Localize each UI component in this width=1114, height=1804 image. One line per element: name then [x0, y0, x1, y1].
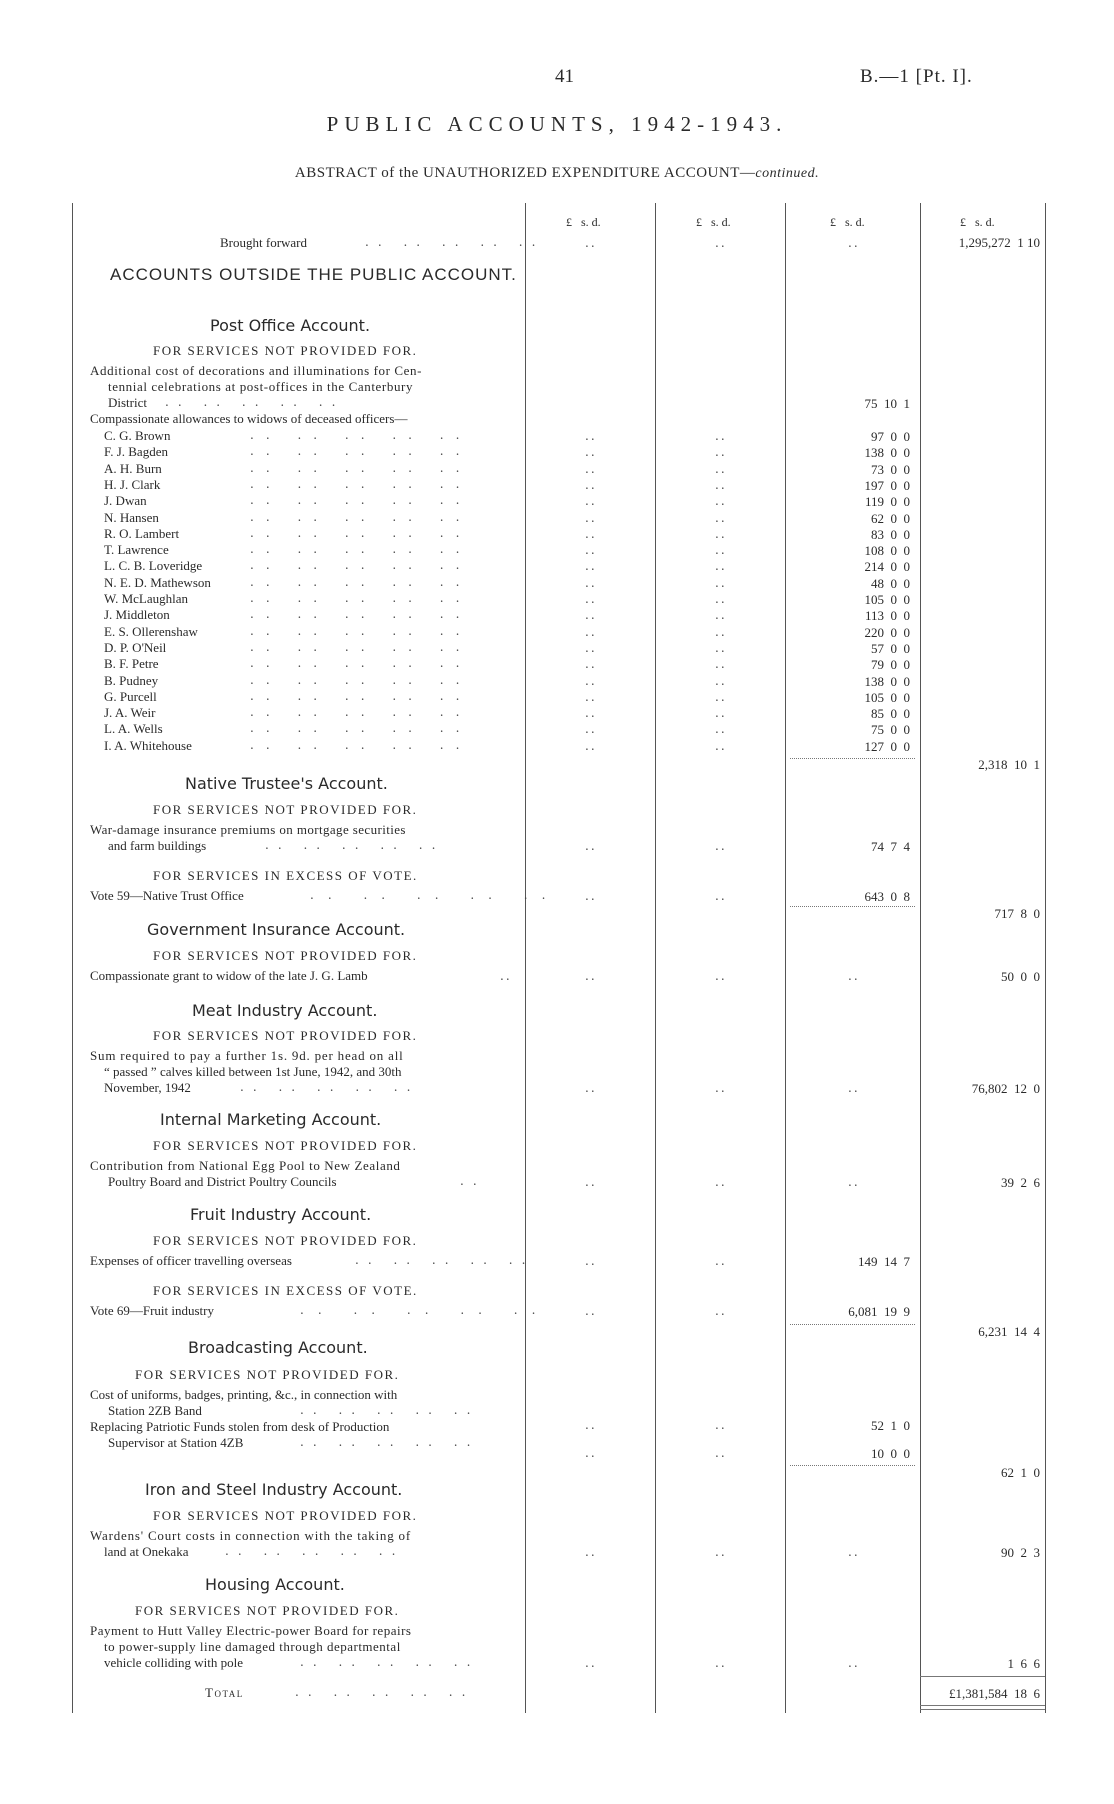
housing-line1: Payment to Hutt Valley Electric-power Board for repairs — [90, 1623, 412, 1638]
fruit-subheading-1: FOR SERVICES NOT PROVIDED FOR. — [153, 1233, 418, 1248]
empty-cell-dots: .. — [715, 674, 727, 688]
empty-cell-dots: .. — [585, 1081, 597, 1095]
empty-cell-dots: .. — [715, 1081, 727, 1095]
empty-cell-dots: .. — [715, 559, 727, 573]
empty-cell-dots: .. — [585, 527, 597, 541]
meat-industry-line1: Sum required to pay a further 1s. 9d. per head on all — [90, 1048, 404, 1063]
govt-insurance-total: 50 0 0 — [1001, 969, 1040, 984]
fruit-total: 6,231 14 4 — [978, 1324, 1040, 1339]
empty-cell-dots: .. — [585, 706, 597, 720]
leader-dots: .. .. .. .. .. — [250, 705, 472, 719]
native-item2-label: Vote 59—Native Trust Office — [90, 888, 244, 903]
post-office-item1-line1: Additional cost of decorations and illuminations for Cen- — [90, 363, 423, 378]
fruit-subheading-2: FOR SERVICES IN EXCESS OF VOTE. — [153, 1283, 418, 1298]
empty-cell-dots: .. — [585, 1545, 597, 1559]
leader-dots: .. .. .. .. .. — [250, 591, 472, 605]
widow-amount: 48 0 0 — [871, 576, 910, 591]
document-reference: B.—1 [Pt. I]. — [860, 66, 973, 87]
widow-amount: 105 0 0 — [864, 690, 910, 705]
subtotal-rule — [790, 758, 915, 759]
empty-cell-dots: .. — [715, 706, 727, 720]
fruit-item1-label: Expenses of officer travelling overseas — [90, 1253, 292, 1268]
widow-amount: 220 0 0 — [864, 625, 910, 640]
widow-name: A. H. Burn — [104, 461, 162, 476]
broadcasting-item2-line1: Replacing Patriotic Funds stolen from desk of Production — [90, 1419, 390, 1434]
column-header-2: £ s. d. — [696, 215, 731, 229]
empty-cell-dots: .. — [715, 429, 727, 443]
meat-industry-heading: Meat Industry Account. — [192, 1001, 378, 1020]
empty-cell-dots: .. — [715, 543, 727, 557]
leader-dots: .. .. .. .. .. — [300, 1303, 550, 1317]
leader-dots: .. .. .. .. .. — [250, 721, 472, 735]
empty-cell-dots: .. — [848, 969, 860, 983]
widow-amount: 105 0 0 — [864, 592, 910, 607]
meat-industry-line2: “ passed ” calves killed between 1st June, 1942, and 30th — [104, 1064, 402, 1079]
empty-cell-dots: .. — [500, 969, 512, 983]
broadcasting-item1-line1: Cost of uniforms, badges, printing, &c., in connection with — [90, 1387, 398, 1402]
section-heading-outside — [110, 266, 520, 283]
leader-dots: .. .. .. .. .. — [250, 575, 472, 589]
compassionate-allowances-label: Compassionate allowances to widows of deceased officers— — [90, 411, 408, 426]
leader-dots: .. .. .. .. .. — [165, 395, 345, 409]
broadcasting-total: 62 1 0 — [1001, 1465, 1040, 1480]
native-item2-amount: 643 0 8 — [864, 889, 910, 904]
leader-dots: .. .. .. .. .. — [250, 689, 472, 703]
widow-name: G. Purcell — [104, 689, 157, 704]
govt-insurance-heading: Government Insurance Account. — [147, 920, 406, 939]
broadcasting-item1-line2: Station 2ZB Band — [108, 1403, 202, 1418]
empty-cell-dots: .. — [715, 1418, 727, 1432]
govt-insurance-item: Compassionate grant to widow of the late J. G. Lamb — [90, 968, 368, 983]
empty-cell-dots: .. — [715, 657, 727, 671]
native-item1-amount: 74 7 4 — [871, 839, 910, 854]
total-top-rule — [920, 1676, 1045, 1677]
empty-cell-dots: .. — [585, 236, 597, 250]
widow-amount: 85 0 0 — [871, 706, 910, 721]
fruit-industry-heading: Fruit Industry Account. — [190, 1205, 372, 1224]
table-left-border — [72, 203, 73, 1713]
widow-amount: 119 0 0 — [864, 494, 910, 509]
widow-name: R. O. Lambert — [104, 526, 180, 541]
broadcasting-subheading: FOR SERVICES NOT PROVIDED FOR. — [135, 1367, 400, 1382]
brought-forward-amount: 1,295,272 1 10 — [958, 235, 1040, 250]
widow-amount: 197 0 0 — [864, 478, 910, 493]
widow-name: E. S. Ollerenshaw — [104, 624, 198, 639]
meat-industry-total: 76,802 12 0 — [971, 1081, 1040, 1096]
leader-dots: .. .. .. .. .. — [300, 1435, 480, 1449]
empty-cell-dots: .. — [715, 1304, 727, 1318]
empty-cell-dots: .. — [585, 1656, 597, 1670]
brought-forward-label: Brought forward — [220, 235, 308, 250]
widow-name: J. Middleton — [104, 607, 170, 622]
empty-cell-dots: .. — [585, 462, 597, 476]
fruit-item2-label: Vote 69—Fruit industry — [90, 1303, 214, 1318]
widow-name: C. G. Brown — [104, 428, 171, 443]
empty-cell-dots: .. — [585, 543, 597, 557]
empty-cell-dots: .. — [585, 1304, 597, 1318]
empty-cell-dots: .. — [715, 445, 727, 459]
widow-amount: 108 0 0 — [864, 543, 910, 558]
post-office-heading: Post Office Account. — [210, 316, 371, 335]
leader-dots: .. .. .. .. .. — [250, 558, 472, 572]
govt-insurance-subheading: FOR SERVICES NOT PROVIDED FOR. — [153, 948, 418, 963]
leader-dots: .. .. .. .. .. — [310, 888, 560, 902]
widow-name: T. Lawrence — [104, 542, 169, 557]
empty-cell-dots: .. — [715, 1254, 727, 1268]
leader-dots: .. .. .. .. .. — [300, 1403, 480, 1417]
widow-amount: 75 0 0 — [871, 722, 910, 737]
broadcasting-item2-line2: Supervisor at Station 4ZB — [108, 1435, 244, 1450]
empty-cell-dots: .. — [585, 674, 597, 688]
leader-dots: .. .. .. .. .. — [250, 656, 472, 670]
fruit-item1-amount: 149 14 7 — [858, 1254, 910, 1269]
widow-name: B. Pudney — [104, 673, 159, 688]
empty-cell-dots: .. — [585, 429, 597, 443]
widow-name: D. P. O'Neil — [104, 640, 167, 655]
iron-steel-line2: land at Onekaka — [104, 1544, 189, 1559]
subtotal-rule — [790, 906, 915, 907]
empty-cell-dots: .. — [715, 236, 727, 250]
empty-cell-dots: .. — [585, 478, 597, 492]
empty-cell-dots: .. — [715, 625, 727, 639]
native-subheading-1: FOR SERVICES NOT PROVIDED FOR. — [153, 802, 418, 817]
leader-dots: .. .. .. .. .. — [250, 461, 472, 475]
post-office-total: 2,318 10 1 — [978, 757, 1040, 772]
empty-cell-dots: .. — [715, 889, 727, 903]
widow-amount: 79 0 0 — [871, 657, 910, 672]
empty-cell-dots: .. — [585, 625, 597, 639]
empty-cell-dots: .. — [585, 657, 597, 671]
section-heading-text: ACCOUNTS OUTSIDE THE PUBLIC ACCOUNT. — [110, 265, 517, 284]
empty-cell-dots: .. — [585, 1418, 597, 1432]
widow-amount: 73 0 0 — [871, 462, 910, 477]
empty-cell-dots: .. — [715, 641, 727, 655]
leader-dots: .. .. .. .. .. — [365, 235, 545, 249]
housing-line3: vehicle colliding with pole — [104, 1655, 243, 1670]
widow-amount: 83 0 0 — [871, 527, 910, 542]
subtitle-text: ABSTRACT of the UNAUTHORIZED EXPENDITURE ACCOUNT— — [294, 165, 756, 181]
widow-amount: 138 0 0 — [864, 674, 910, 689]
native-item1-line2: and farm buildings — [108, 838, 207, 853]
native-total: 717 8 0 — [994, 906, 1040, 921]
housing-heading: Housing Account. — [205, 1575, 345, 1594]
empty-cell-dots: .. — [848, 236, 860, 250]
empty-cell-dots: .. — [585, 592, 597, 606]
native-subheading-2: FOR SERVICES IN EXCESS OF VOTE. — [153, 868, 418, 883]
empty-cell-dots: .. — [715, 494, 727, 508]
empty-cell-dots: .. — [585, 445, 597, 459]
subtotal-rule — [790, 1324, 915, 1325]
leader-dots: .. .. .. .. .. — [250, 624, 472, 638]
empty-cell-dots: .. — [585, 690, 597, 704]
widow-name: N. Hansen — [104, 510, 159, 525]
widow-name: B. F. Petre — [104, 656, 159, 671]
page-title: PUBLIC ACCOUNTS, 1942-1943. — [326, 112, 788, 136]
table-right-border — [1045, 203, 1046, 1713]
widow-name: F. J. Bagden — [104, 444, 168, 459]
leader-dots: .. .. .. .. .. — [250, 738, 472, 752]
iron-steel-subheading: FOR SERVICES NOT PROVIDED FOR. — [153, 1508, 418, 1523]
empty-cell-dots: .. — [715, 1656, 727, 1670]
leader-dots: .. .. .. .. .. — [265, 838, 445, 852]
internal-marketing-line1: Contribution from National Egg Pool to New Zealand — [90, 1158, 401, 1173]
leader-dots: .. .. .. .. .. — [250, 444, 472, 458]
empty-cell-dots: .. — [585, 889, 597, 903]
page-number: 41 — [555, 66, 574, 87]
iron-steel-total: 90 2 3 — [1001, 1545, 1040, 1560]
column-header-4: £ s. d. — [960, 215, 995, 229]
widow-name: N. E. D. Mathewson — [104, 575, 211, 590]
leader-dots: .. .. .. .. .. — [250, 607, 472, 621]
widow-name: L. C. B. Loveridge — [104, 558, 203, 573]
empty-cell-dots: .. — [715, 722, 727, 736]
empty-cell-dots: .. — [715, 462, 727, 476]
widow-name: J. A. Weir — [104, 705, 156, 720]
leader-dots: .. .. .. .. .. — [250, 428, 472, 442]
subtotal-rule — [790, 1465, 915, 1466]
empty-cell-dots: .. — [585, 1254, 597, 1268]
widow-amount: 214 0 0 — [864, 559, 910, 574]
widow-amount: 138 0 0 — [864, 445, 910, 460]
empty-cell-dots: .. — [715, 739, 727, 753]
meat-industry-subheading: FOR SERVICES NOT PROVIDED FOR. — [153, 1028, 418, 1043]
empty-cell-dots: .. — [585, 722, 597, 736]
broadcasting-item2-amount: 10 0 0 — [871, 1446, 910, 1461]
empty-cell-dots: .. — [585, 559, 597, 573]
leader-dots: .. .. .. .. .. — [250, 673, 472, 687]
column-header-1: £ s. d. — [566, 215, 601, 229]
broadcasting-item1-amount: 52 1 0 — [871, 1418, 910, 1433]
widow-name: I. A. Whitehouse — [104, 738, 192, 753]
leader-dots: .. .. .. .. .. — [295, 1685, 475, 1699]
leader-dots: .. .. .. .. .. — [250, 493, 472, 507]
column-divider-3 — [785, 203, 786, 1713]
housing-line2: to power-supply line damaged through departmental — [104, 1639, 401, 1654]
empty-cell-dots: .. — [715, 478, 727, 492]
meat-industry-line3: November, 1942 — [104, 1080, 191, 1095]
iron-steel-heading: Iron and Steel Industry Account. — [145, 1480, 403, 1499]
empty-cell-dots: .. — [585, 494, 597, 508]
empty-cell-dots: .. — [715, 690, 727, 704]
leader-dots: .. .. .. .. .. — [250, 542, 472, 556]
post-office-item1-line3: District — [108, 395, 147, 410]
empty-cell-dots: .. — [585, 739, 597, 753]
empty-cell-dots: .. — [585, 641, 597, 655]
empty-cell-dots: .. — [585, 608, 597, 622]
empty-cell-dots: .. — [715, 969, 727, 983]
page-subtitle — [0, 165, 1114, 182]
post-office-subheading: FOR SERVICES NOT PROVIDED FOR. — [153, 343, 418, 358]
housing-subheading: FOR SERVICES NOT PROVIDED FOR. — [135, 1603, 400, 1618]
empty-cell-dots: .. — [585, 511, 597, 525]
empty-cell-dots: .. — [715, 1545, 727, 1559]
empty-cell-dots: .. — [848, 1656, 860, 1670]
leader-dots: .. .. .. .. .. — [240, 1080, 420, 1094]
widow-amount: 62 0 0 — [871, 511, 910, 526]
empty-cell-dots: .. — [715, 1175, 727, 1189]
leader-dots: .. .. .. .. .. — [250, 477, 472, 491]
empty-cell-dots: .. — [585, 1446, 597, 1460]
leader-dots: .. .. .. .. .. — [225, 1544, 405, 1558]
widow-amount: 127 0 0 — [864, 739, 910, 754]
column-divider-1 — [525, 203, 526, 1713]
column-header-3: £ s. d. — [830, 215, 865, 229]
post-office-item1-line2: tennial celebrations at post-offices in the Canterbury — [108, 379, 414, 394]
grand-total-amount: £1,381,584 18 6 — [949, 1686, 1040, 1701]
empty-cell-dots: .. — [715, 527, 727, 541]
housing-total: 1 6 6 — [1007, 1656, 1040, 1671]
grand-total-label: Total — [205, 1685, 244, 1700]
empty-cell-dots: .. — [585, 1175, 597, 1189]
total-bottom-rule-2 — [920, 1709, 1045, 1710]
subtitle-continued: continued. — [755, 166, 820, 181]
empty-cell-dots: .. — [715, 576, 727, 590]
widow-name: L. A. Wells — [104, 721, 163, 736]
empty-cell-dots: .. — [715, 511, 727, 525]
empty-cell-dots: .. — [585, 576, 597, 590]
total-bottom-rule-1 — [920, 1705, 1045, 1706]
leader-dots: .. .. .. .. .. — [250, 640, 472, 654]
widow-name: H. J. Clark — [104, 477, 161, 492]
internal-marketing-line2: Poultry Board and District Poultry Councils — [108, 1174, 337, 1189]
widow-amount: 57 0 0 — [871, 641, 910, 656]
leader-dots: .. .. .. .. .. — [355, 1253, 535, 1267]
internal-marketing-heading: Internal Marketing Account. — [160, 1110, 382, 1129]
widow-amount: 97 0 0 — [871, 429, 910, 444]
fruit-item2-amount: 6,081 19 9 — [848, 1304, 910, 1319]
native-trustee-heading: Native Trustee's Account. — [185, 774, 388, 793]
empty-cell-dots: .. — [585, 839, 597, 853]
empty-cell-dots: .. — [848, 1545, 860, 1559]
leader-dots: .. .. .. .. .. — [250, 526, 472, 540]
empty-cell-dots: .. — [715, 592, 727, 606]
empty-cell-dots: .. — [585, 969, 597, 983]
broadcasting-heading: Broadcasting Account. — [188, 1338, 368, 1357]
internal-marketing-total: 39 2 6 — [1001, 1175, 1040, 1190]
empty-cell-dots: .. — [715, 608, 727, 622]
empty-cell-dots: .. — [715, 839, 727, 853]
leader-dots: .. .. .. .. .. — [250, 510, 472, 524]
iron-steel-line1: Wardens' Court costs in connection with the taking of — [90, 1528, 411, 1543]
empty-cell-dots: .. — [848, 1175, 860, 1189]
post-office-item1-amount: 75 10 1 — [864, 396, 910, 411]
column-divider-4 — [920, 203, 921, 1713]
widow-name: J. Dwan — [104, 493, 147, 508]
empty-cell-dots: .. — [848, 1081, 860, 1095]
internal-marketing-subheading: FOR SERVICES NOT PROVIDED FOR. — [153, 1138, 418, 1153]
empty-cell-dots: .. — [715, 1446, 727, 1460]
leader-dots: .. .. .. .. .. — [300, 1655, 480, 1669]
leader-dots: .. — [460, 1174, 486, 1188]
widow-name: W. McLaughlan — [104, 591, 188, 606]
widow-amount: 113 0 0 — [864, 608, 910, 623]
native-item1-line1: War-damage insurance premiums on mortgage securities — [90, 822, 406, 837]
column-divider-2 — [655, 203, 656, 1713]
